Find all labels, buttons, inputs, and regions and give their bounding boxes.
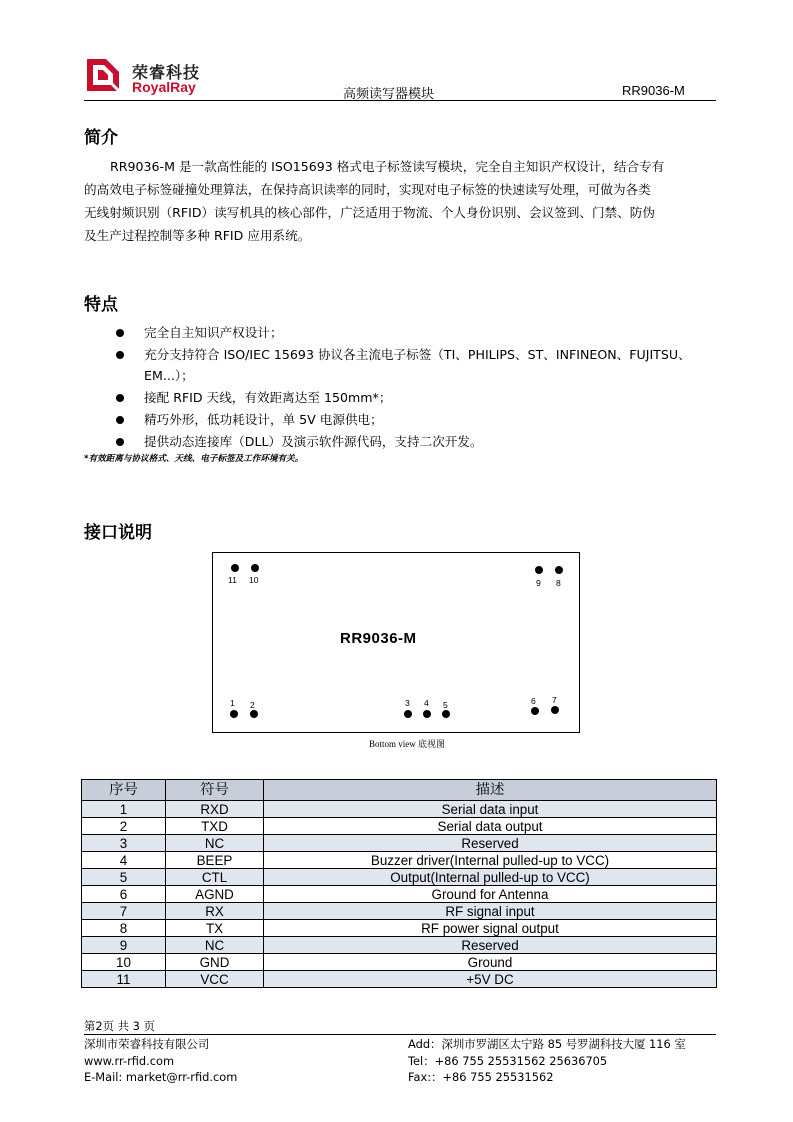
cell-index: 5 [82,869,166,886]
product-code: RR9036-M [622,83,685,98]
cell-index: 7 [82,903,166,920]
col-header-index: 序号 [82,780,166,801]
cell-index: 3 [82,835,166,852]
cell-description: Serial data output [264,818,717,835]
bullet-icon [116,329,124,337]
pin-definition-table [81,779,717,988]
table-row [82,801,717,818]
intro-line: RR9036-M 是一款高性能的 ISO15693 格式电子标签读写模块，完全自主知识产权设计，结合专有 [110,159,665,174]
col-header-symbol: 符号 [166,780,264,801]
cell-symbol: TXD [166,818,264,835]
page-number: 第2页 共 3 页 [84,1019,155,1033]
pin-5-dot [442,710,450,718]
cell-index: 6 [82,886,166,903]
pin-9-label: 9 [536,578,541,588]
footer-tel: Tel：+86 755 25531562 25636705 [408,1053,608,1068]
table-row [82,818,717,835]
pin-7-label: 7 [552,695,557,705]
cell-symbol: RX [166,903,264,920]
pin-10-dot [251,564,259,572]
bullet-icon [116,438,124,446]
features-heading: 特点 [84,295,118,315]
cell-symbol: VCC [166,971,264,988]
intro-line: 无线射频识别（RFID）读写机具的核心部件，广泛适用于物流、个人身份识别、会议签到、门禁、防伪 [84,205,655,220]
table-row [82,937,717,954]
intro-heading: 简介 [84,128,118,148]
pin-3-dot [404,710,412,718]
cell-symbol: BEEP [166,852,264,869]
pin-1-label: 1 [230,698,235,708]
feature-item: 精巧外形，低功耗设计，单 5V 电源供电； [112,409,716,430]
pin-5-label: 5 [443,700,448,710]
table-row [82,852,717,869]
cell-description: RF power signal output [264,920,717,937]
intro-line: 的高效电子标签碰撞处理算法，在保持高识读率的同时，实现对电子标签的快速读写处理，可做为各类 [84,182,651,197]
pin-2-dot [250,710,258,718]
table-row [82,835,717,852]
footer-divider [84,1034,716,1035]
table-row [82,886,717,903]
pin-8-dot [555,566,563,574]
bullet-icon [116,416,124,424]
cell-symbol: TX [166,920,264,937]
pin-1-dot [230,710,238,718]
feature-list [112,322,716,453]
pin-2-label: 2 [250,700,255,710]
footer-address: Add：深圳市罗湖区太宁路 85 号罗湖科技大厦 116 室 [408,1037,686,1051]
table-row [82,920,717,937]
cell-symbol: NC [166,835,264,852]
cell-description: Serial data input [264,801,717,818]
pin-8-label: 8 [556,578,561,588]
table-row [82,869,717,886]
feature-footnote: *有效距离与协议格式、天线、电子标签及工作环境有关。 [84,454,304,464]
feature-item: 接配 RFID 天线，有效距离达至 150mm*； [112,387,716,408]
cell-index: 4 [82,852,166,869]
pin-11-label: 11 [228,575,237,585]
footer-company: 深圳市荣睿科技有限公司 [84,1037,210,1051]
header-divider [84,100,716,101]
cell-description: RF signal input [264,903,717,920]
feature-item: 提供动态连接库（DLL）及演示软件源代码，支持二次开发。 [112,431,716,452]
pin-4-label: 4 [424,698,429,708]
cell-description: Reserved [264,835,717,852]
interface-heading: 接口说明 [84,523,152,543]
cell-index: 10 [82,954,166,971]
pin-10-label: 10 [249,575,259,585]
cell-description: Reserved [264,937,717,954]
footer-fax: Fax:：+86 755 25531562 [408,1070,554,1084]
pin-3-label: 3 [405,698,410,708]
cell-symbol: NC [166,937,264,954]
company-logo-icon [84,56,122,94]
pin-4-dot [423,710,431,718]
pin-11-dot [231,564,239,572]
pin-9-dot [535,566,543,574]
cell-index: 9 [82,937,166,954]
intro-paragraph [84,155,716,247]
cell-index: 2 [82,818,166,835]
pin-7-dot [551,706,559,714]
module-label: RR9036-M [340,630,417,647]
pin-6-dot [531,707,539,715]
cell-symbol: GND [166,954,264,971]
cell-description: Buzzer driver(Internal pulled-up to VCC) [264,852,717,869]
document-title: 高频读写器模块 [343,87,435,102]
cell-description: +5V DC [264,971,717,988]
cell-symbol: CTL [166,869,264,886]
company-name-en: RoyalRay [132,79,196,95]
bullet-icon [116,351,124,359]
cell-symbol: AGND [166,886,264,903]
footer-email-link[interactable]: E-Mail: market@rr-rfid.com [84,1070,238,1084]
footer-contact-left [84,1036,237,1086]
cell-description: Ground for Antenna [264,886,717,903]
cell-symbol: RXD [166,801,264,818]
company-name-cn: 荣睿科技 [132,63,201,82]
feature-item: 完全自主知识产权设计； [112,322,716,343]
intro-line: 及生产过程控制等多种 RFID 应用系统。 [84,228,311,243]
col-header-description: 描述 [264,780,717,801]
feature-item: 充分支持符合 ISO/IEC 15693 协议各主流电子标签（TI、PHILIPS、ST、INFINEON、FUJITSU、 EM...）； [112,344,716,386]
cell-description: Ground [264,954,717,971]
table-row [82,903,717,920]
diagram-caption: Bottom view 底视图 [369,739,445,749]
cell-index: 11 [82,971,166,988]
table-row [82,954,717,971]
bullet-icon [116,394,124,402]
cell-description: Output(Internal pulled-up to VCC) [264,869,717,886]
cell-index: 1 [82,801,166,818]
table-row [82,971,717,988]
footer-contact-right [408,1036,686,1086]
footer-website-link[interactable]: www.rr-rfid.com [84,1053,175,1068]
pin-6-label: 6 [531,696,536,706]
table-header-row [82,780,717,801]
cell-index: 8 [82,920,166,937]
